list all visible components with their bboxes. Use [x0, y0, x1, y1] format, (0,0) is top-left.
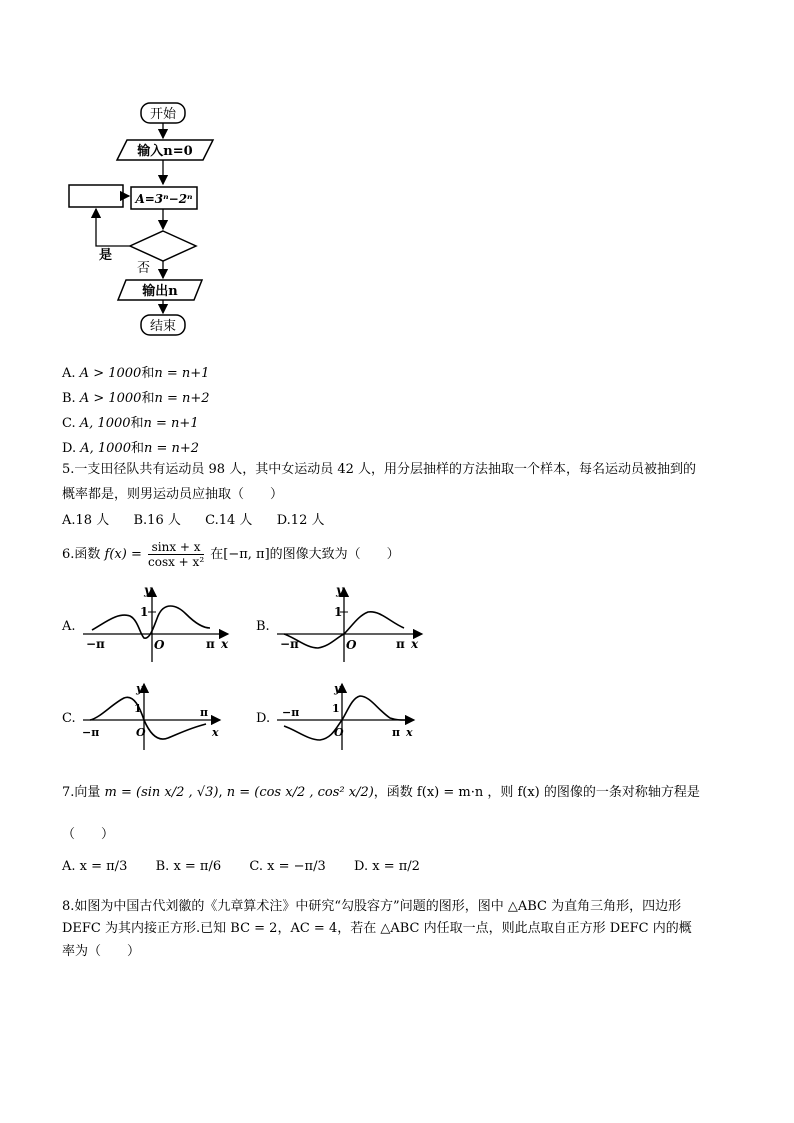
svg-text:x: x	[406, 726, 413, 739]
q6-graph-b	[272, 582, 432, 664]
svg-text:−π: −π	[282, 706, 300, 719]
svg-text:π: π	[200, 706, 209, 719]
q6-graph-c	[78, 678, 228, 754]
flow-process-label: A=3ⁿ−2ⁿ	[135, 192, 193, 206]
svg-text:O: O	[154, 638, 165, 652]
q5-option-a: A.18 人	[62, 513, 110, 528]
svg-text:1: 1	[134, 702, 142, 715]
q7-option-c: C. x = −π/3	[249, 859, 326, 874]
q7-option-d: D. x = π/2	[354, 859, 420, 874]
svg-text:x: x	[221, 637, 229, 651]
svg-text:−π: −π	[82, 726, 100, 739]
q7-options	[62, 858, 420, 876]
flow-yes-label: 是	[99, 248, 113, 263]
q6-graph-d-label: D.	[256, 711, 271, 726]
q7-stem: 7.向量 m = (sin x/2 , √3), n = (cos x/2 , cos² x/2)，函数 f(x) = m·n ，则 f(x) 的图像的一条对称轴方程是	[62, 785, 700, 800]
q5-options	[62, 512, 325, 530]
q8-text-line2: DEFC 为其内接正方形.已知 BC = 2，AC = 4，若在 △ABC 内任取一点，则此点取自正方形 DEFC 内的概	[62, 921, 692, 936]
q4-option-c: C. A, 1000和n = n+1	[62, 416, 199, 431]
svg-text:−π: −π	[280, 637, 299, 651]
svg-text:π: π	[396, 637, 405, 651]
flow-output-label: 输出n	[142, 284, 178, 299]
q7-option-b: B. x = π/6	[155, 859, 222, 874]
flow-blank-box	[69, 185, 123, 207]
flow-input-label: 输入n=0	[137, 144, 193, 159]
flowchart	[55, 95, 305, 345]
flow-decision-node	[130, 231, 196, 261]
svg-text:1: 1	[332, 702, 340, 715]
q8-text-line1: 8.如图为中国古代刘徽的《九章算术注》中研究“勾股容方”问题的图形，图中 △ABC 为直角三角形，四边形	[62, 899, 682, 914]
q6-graph-c-label: C.	[62, 711, 76, 726]
q8-text-line3: 率为（ ）	[62, 944, 141, 959]
svg-text:O: O	[334, 726, 344, 739]
svg-text:π: π	[392, 726, 401, 739]
svg-text:x: x	[212, 726, 219, 739]
svg-text:y: y	[136, 682, 143, 695]
q5-option-c: C.14 人	[205, 513, 253, 528]
svg-text:O: O	[136, 726, 146, 739]
q7-option-a: A. x = π/3	[62, 859, 128, 874]
q6-fraction: $\frac{\sin x + x}{\text{cosx + x²}}$	[148, 540, 205, 569]
svg-text:−π: −π	[86, 637, 105, 651]
q6-graph-d	[272, 678, 422, 754]
q5-option-b: B.16 人	[133, 513, 181, 528]
svg-text:1: 1	[334, 605, 343, 619]
flow-end-label: 结束	[149, 319, 177, 334]
q7-vector-m: m = (sin x/2 , √3)	[104, 785, 219, 800]
q5-text-line1: 5.一支田径队共有运动员 98 人，其中女运动员 42 人，用分层抽样的方法抽取一个样本，每名运动员被抽到的	[62, 462, 697, 477]
q4-option-b: B. A > 1000和n = n+2	[62, 391, 210, 406]
q7-vector-n: n = (cos x/2 , cos² x/2)	[226, 785, 374, 800]
q5-text-line2: 概率都是，则男运动员应抽取（ ）	[62, 487, 284, 502]
svg-text:y: y	[144, 583, 151, 597]
q6-stem: 6.函数 f(x) = $\frac{\sin x + x}{\text{cosx + x²}}$ 在[−π, π]的图像大致为（ ）	[62, 540, 400, 569]
svg-text:x: x	[411, 637, 419, 651]
svg-text:π: π	[206, 637, 215, 651]
q6-graph-b-label: B.	[256, 619, 270, 634]
q5-option-d: D.12 人	[276, 513, 325, 528]
q7-paren: （ ）	[62, 827, 115, 842]
q4-option-a: A. A > 1000和n = n+1	[62, 366, 210, 381]
svg-text:y: y	[336, 583, 343, 597]
svg-text:O: O	[346, 638, 357, 652]
flow-start-label: 开始	[149, 107, 177, 122]
q6-graph-a	[78, 582, 238, 664]
q6-graph-a-label: A.	[62, 619, 76, 634]
svg-text:1: 1	[140, 605, 149, 619]
flow-no-label: 否	[137, 261, 151, 276]
svg-text:y: y	[334, 682, 341, 695]
q4-option-d: D. A, 1000和n = n+2	[62, 441, 200, 456]
